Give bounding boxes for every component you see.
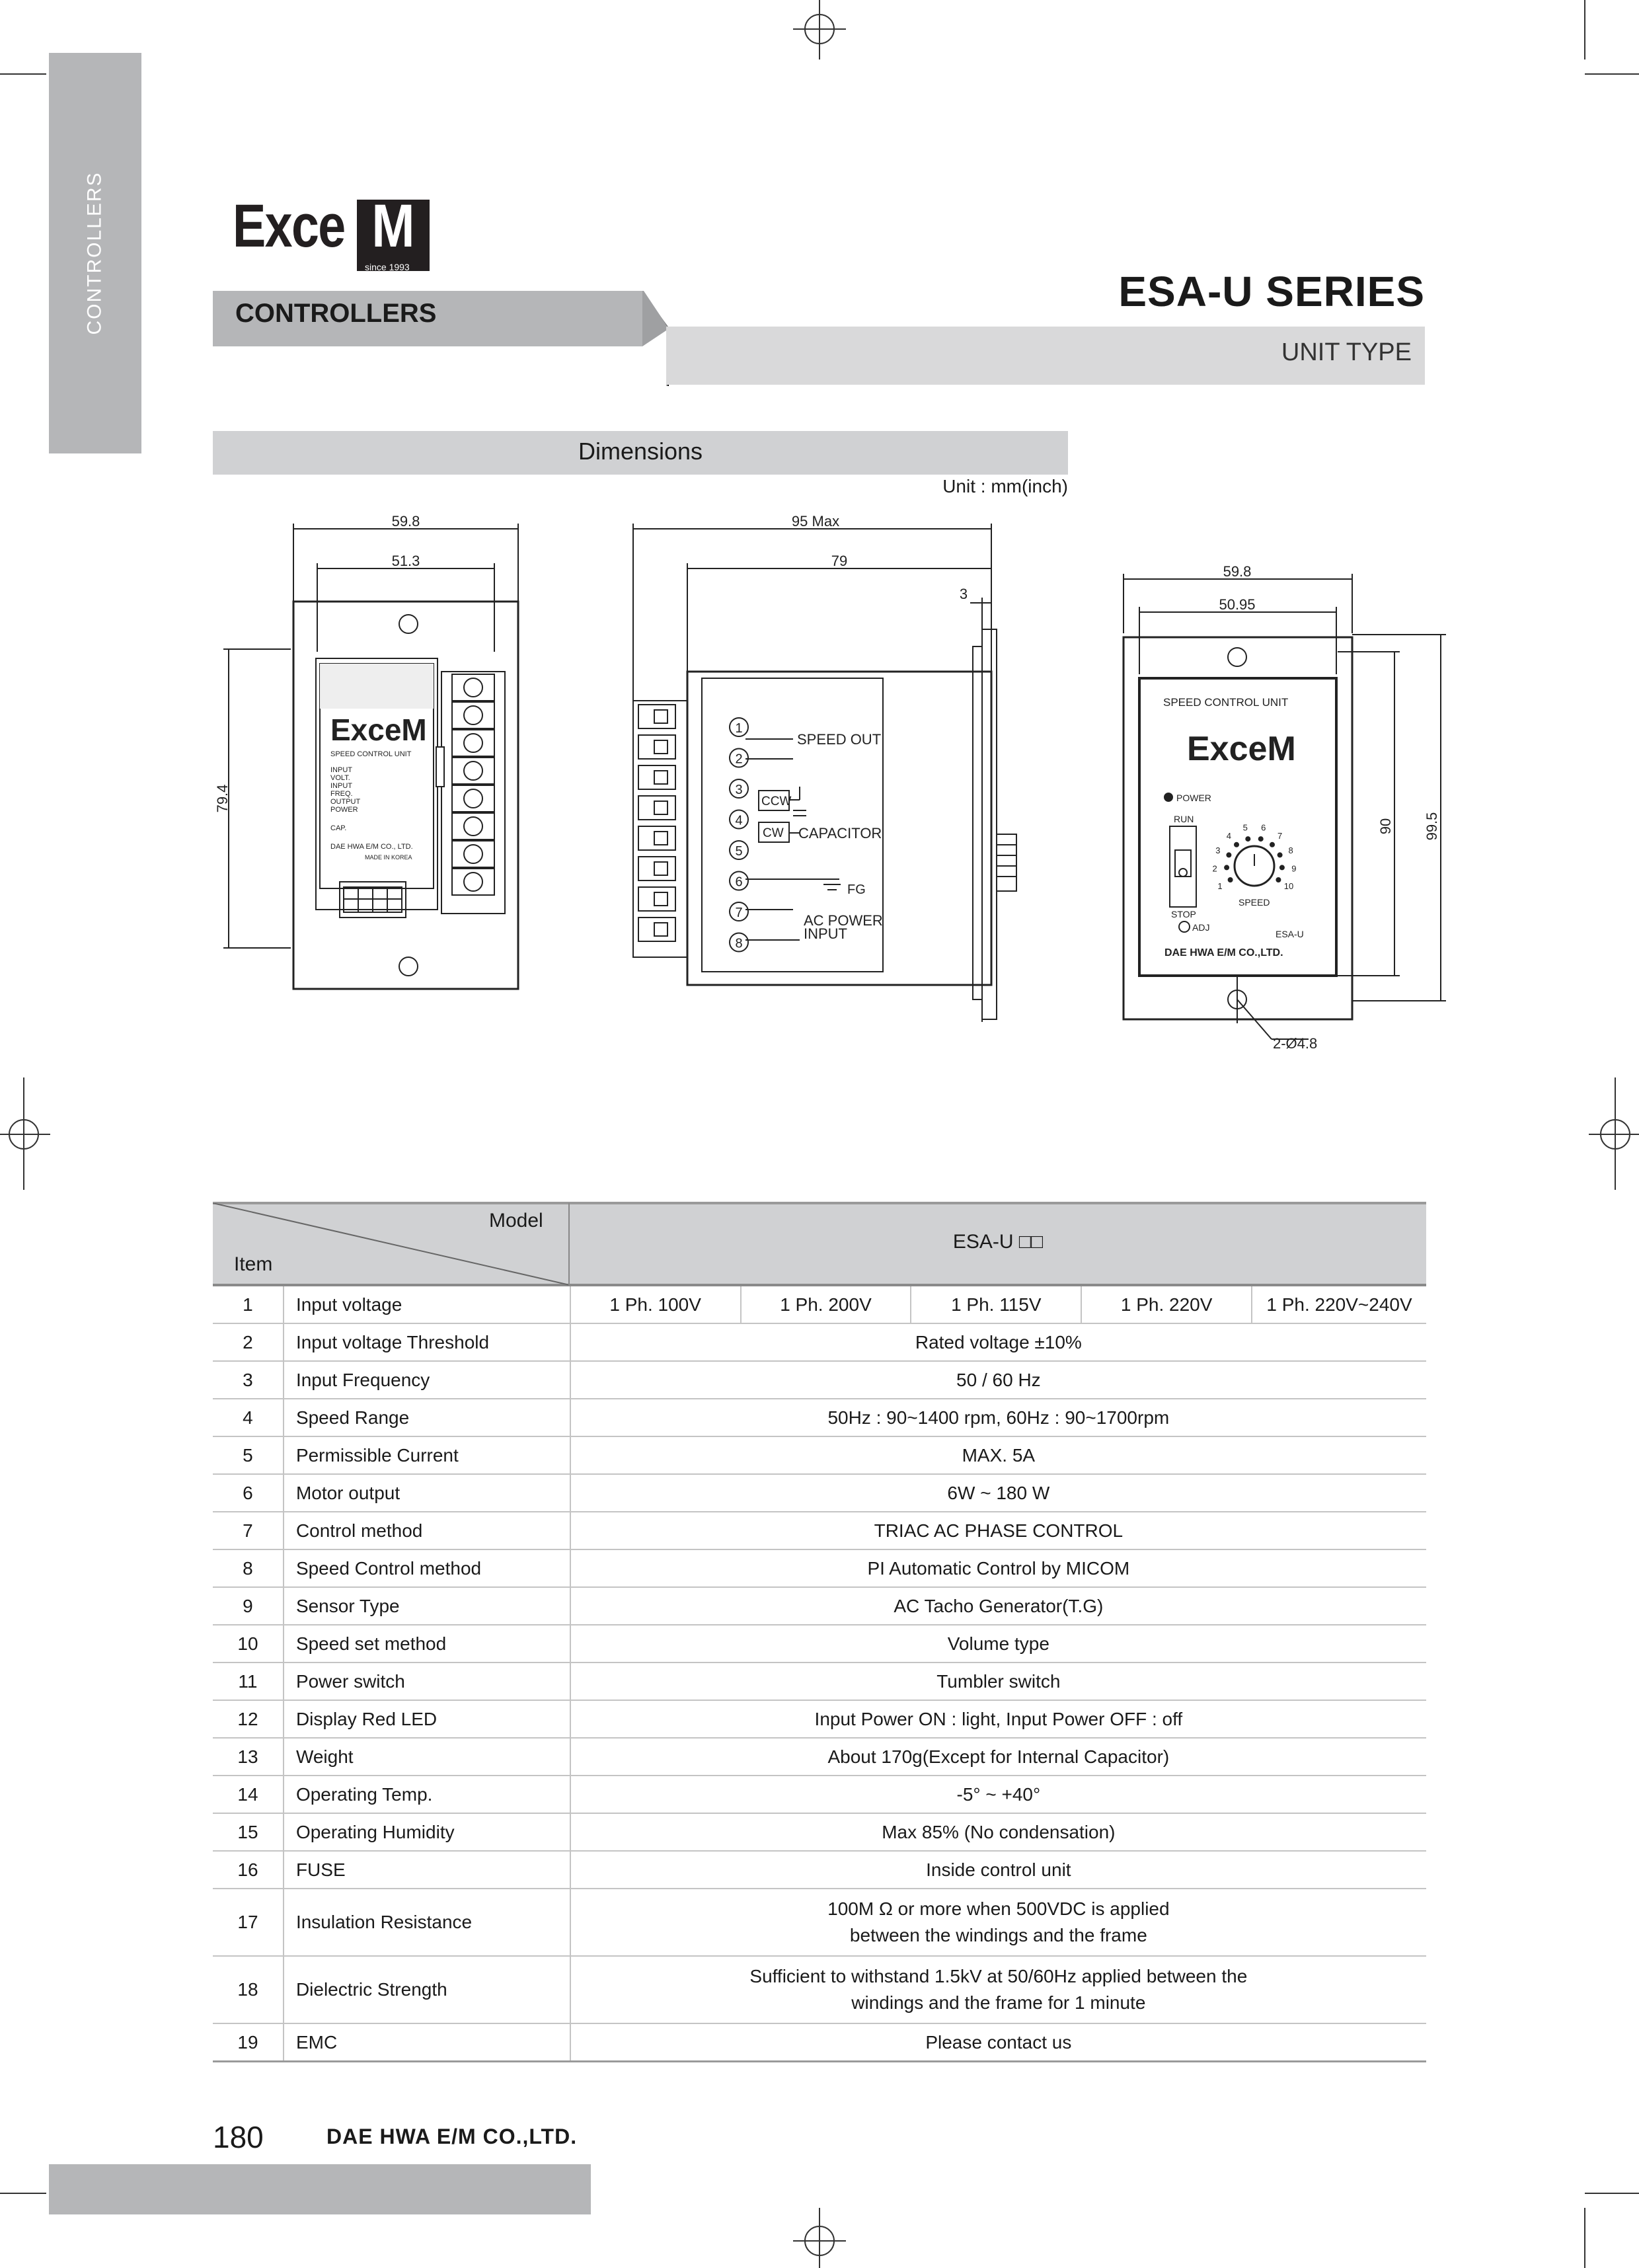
row-value: TRIAC AC PHASE CONTROL (570, 1512, 1426, 1549)
table-row (213, 1700, 1426, 1738)
terminal-number: 2 (735, 752, 743, 767)
panel-adj: ADJ (1192, 922, 1210, 933)
unit-note: Unit : mm(inch) (942, 476, 1068, 496)
front-label-line-6: POWER (330, 806, 358, 814)
side-terminal-screw (654, 771, 667, 784)
header-model: Model (489, 1210, 543, 1232)
brand-logo: Exce (233, 192, 345, 260)
page-number: 180 (213, 2120, 264, 2154)
dial-label: 7 (1277, 831, 1283, 841)
dial-tick (1246, 837, 1250, 841)
table-row (213, 1813, 1426, 1851)
front-label-company: DAE HWA E/M CO., LTD. (330, 843, 413, 851)
dial-label: 2 (1212, 863, 1217, 874)
terminal-number: 4 (735, 813, 743, 828)
table-row (213, 2023, 1426, 2062)
front-height: 79.4 (214, 784, 231, 813)
side-cw: CW (763, 826, 784, 840)
panel-power: POWER (1176, 793, 1211, 803)
row-number: 9 (213, 1587, 284, 1625)
table-row (213, 1474, 1426, 1512)
row-number: 8 (213, 1549, 284, 1587)
row-value: MAX. 5A (570, 1436, 1426, 1474)
front-width-outer: 59.8 (391, 513, 420, 529)
front-label-line-4: FREQ. (330, 790, 353, 798)
dial-tick (1270, 843, 1274, 847)
row-number: 2 (213, 1323, 284, 1361)
dial-label: 3 (1215, 845, 1221, 856)
panel-logo: ExceM (1187, 730, 1296, 768)
side-terminal-screw (654, 862, 667, 875)
row-item: Sensor Type (284, 1587, 570, 1625)
panel-stop: STOP (1171, 909, 1196, 919)
side-max: 95 Max (791, 513, 840, 529)
table-row (213, 1851, 1426, 1889)
row-item: Speed Range (284, 1399, 570, 1436)
side-terminal (638, 918, 675, 941)
side-terminal-screw (654, 832, 667, 845)
row-item: FUSE (284, 1851, 570, 1889)
table-row (213, 1399, 1426, 1436)
row-value: 6W ~ 180 W (570, 1474, 1426, 1512)
side-terminal (638, 887, 675, 911)
side-terminal (638, 796, 675, 820)
table-row (213, 1286, 1426, 1323)
row-item: Dielectric Strength (284, 1956, 570, 2023)
row-number: 14 (213, 1776, 284, 1813)
row-item: Permissible Current (284, 1436, 570, 1474)
terminal-number: 1 (735, 721, 743, 736)
row-item: Motor output (284, 1474, 570, 1512)
dial-label: 5 (1242, 822, 1248, 833)
side-terminal-screw (654, 892, 667, 906)
dial-tick (1227, 853, 1231, 857)
row-number: 17 (213, 1889, 284, 1956)
terminal-number: 7 (735, 906, 743, 920)
row-number: 7 (213, 1512, 284, 1549)
row-item: Display Red LED (284, 1700, 570, 1738)
panel-speed: SPEED (1239, 897, 1270, 908)
terminal-screw (464, 845, 482, 863)
row-value: 50 / 60 Hz (570, 1361, 1426, 1399)
row-item: Input voltage Threshold (284, 1323, 570, 1361)
dial-tick (1278, 853, 1282, 857)
front-label-line-3: INPUT (330, 782, 352, 790)
row-value: Inside control unit (570, 1851, 1426, 1889)
panel-view (1124, 563, 1446, 1052)
side-terminal (638, 705, 675, 728)
terminal-screw (464, 817, 482, 836)
panel-hole: 2-Ø4.8 (1273, 1035, 1318, 1052)
footer-company: DAE HWA E/M CO.,LTD. (326, 2125, 578, 2148)
dial-tick (1276, 878, 1280, 882)
dial-tick (1229, 878, 1233, 882)
row-item: Insulation Resistance (284, 1889, 570, 1956)
row-number: 1 (213, 1286, 284, 1323)
terminal-screw (464, 734, 482, 752)
terminal-screw (464, 873, 482, 891)
dial-tick (1235, 843, 1239, 847)
table-row (213, 1436, 1426, 1474)
panel-company: DAE HWA E/M CO.,LTD. (1164, 947, 1283, 958)
panel-height-outer: 99.5 (1424, 812, 1440, 841)
side-ccw: CCW (761, 795, 792, 808)
front-label-made: MADE IN KOREA (365, 854, 412, 861)
dial-tick (1225, 865, 1229, 869)
row-number: 5 (213, 1436, 284, 1474)
table-row (213, 1625, 1426, 1662)
footer-bar (49, 2164, 591, 2214)
row-number: 10 (213, 1625, 284, 1662)
series-title: ESA-U SERIES (1118, 268, 1425, 315)
front-width-inner: 51.3 (391, 553, 420, 569)
side-terminal-screw (654, 710, 667, 723)
front-label-logo: ExceM (330, 713, 427, 747)
row-value: Tumbler switch (570, 1662, 1426, 1700)
side-terminal (638, 826, 675, 850)
row-value: Rated voltage ±10% (570, 1323, 1426, 1361)
row-number: 13 (213, 1738, 284, 1776)
side-terminal (638, 735, 675, 759)
dimensions-title: Dimensions (578, 438, 703, 465)
row-value-line-1: Sufficient to withstand 1.5kV at 50/60Hz applied between the (749, 1966, 1248, 1986)
row-value: Volume type (570, 1625, 1426, 1662)
panel-model: ESA-U (1276, 929, 1304, 939)
row-item: Control method (284, 1512, 570, 1549)
terminal-screw (464, 762, 482, 780)
row-value: PI Automatic Control by MICOM (570, 1549, 1426, 1587)
row-item: Weight (284, 1738, 570, 1776)
front-label-line-5: OUTPUT (330, 798, 361, 806)
row-number: 3 (213, 1361, 284, 1399)
row-number: 6 (213, 1474, 284, 1512)
voltage-cell: 1 Ph. 115V (911, 1286, 1081, 1323)
side-input: INPUT (804, 925, 847, 942)
row-value-line-1: 100M Ω or more when 500VDC is applied (827, 1898, 1170, 1919)
terminal-number: 8 (735, 936, 743, 951)
table-row (213, 1512, 1426, 1549)
unit-type-label: UNIT TYPE (1281, 338, 1412, 366)
table-row (213, 1587, 1426, 1625)
row-item: Speed set method (284, 1625, 570, 1662)
side-depth: 79 (831, 553, 848, 569)
table-row (213, 1549, 1426, 1587)
voltage-cell: 1 Ph. 200V (741, 1286, 911, 1323)
terminal-number: 5 (735, 844, 743, 859)
row-number: 12 (213, 1700, 284, 1738)
spec-table (213, 1286, 1426, 2062)
row-value: About 170g(Except for Internal Capacitor) (570, 1738, 1426, 1776)
row-value-line-2: windings and the frame for 1 minute (851, 1992, 1146, 2013)
row-value: Please contact us (570, 2023, 1426, 2062)
dial-tick (1280, 865, 1284, 869)
row-value: Input Power ON : light, Input Power OFF : off (570, 1700, 1426, 1738)
row-item: EMC (284, 2023, 570, 2062)
front-label-line-7: CAP. (330, 824, 347, 832)
row-number: 15 (213, 1813, 284, 1851)
section-title: CONTROLLERS (235, 299, 437, 328)
side-flange: 3 (959, 586, 968, 602)
side-terminal-screw (654, 923, 667, 936)
row-item: Speed Control method (284, 1549, 570, 1587)
table-row (213, 1776, 1426, 1813)
row-value (570, 1956, 1426, 2023)
panel-title: SPEED CONTROL UNIT (1163, 696, 1289, 709)
side-fg: FG (847, 882, 866, 897)
row-value: 50Hz : 90~1400 rpm, 60Hz : 90~1700rpm (570, 1399, 1426, 1436)
dial-label: 10 (1283, 881, 1294, 891)
side-speed-out: SPEED OUT (797, 731, 882, 748)
side-tab-label: CONTROLLERS (84, 171, 106, 335)
header-item: Item (234, 1253, 273, 1275)
panel-width-outer: 59.8 (1223, 563, 1252, 580)
row-item: Operating Humidity (284, 1813, 570, 1851)
terminal-screw (464, 706, 482, 724)
row-value: Max 85% (No condensation) (570, 1813, 1426, 1851)
panel-height-inner: 90 (1377, 818, 1394, 835)
dial-label: 9 (1291, 863, 1297, 874)
panel-run: RUN (1174, 814, 1194, 824)
dimension-drawings (198, 502, 1454, 1071)
voltage-cell: 1 Ph. 100V (570, 1286, 741, 1323)
row-number: 16 (213, 1851, 284, 1889)
front-view (214, 513, 518, 989)
dial-label: 8 (1288, 845, 1293, 856)
row-number: 4 (213, 1399, 284, 1436)
row-item: Power switch (284, 1662, 570, 1700)
terminal-number: 3 (735, 783, 743, 797)
panel-width-inner: 50.95 (1219, 596, 1256, 613)
side-terminal-screw (654, 740, 667, 754)
row-number: 11 (213, 1662, 284, 1700)
table-row (213, 1662, 1426, 1700)
row-value: AC Tacho Generator(T.G) (570, 1587, 1426, 1625)
side-view (633, 513, 1016, 1022)
row-item: Input Frequency (284, 1361, 570, 1399)
dial-tick (1259, 837, 1263, 841)
row-item: Input voltage (284, 1286, 570, 1323)
terminal-number: 6 (735, 875, 743, 890)
side-ac-power: AC POWER (804, 912, 883, 929)
terminal-screw (464, 789, 482, 808)
row-value: -5° ~ +40° (570, 1776, 1426, 1813)
front-label-title: SPEED CONTROL UNIT (330, 750, 412, 758)
brand-logo-since: since 1993 (365, 262, 410, 272)
side-terminal (638, 857, 675, 880)
row-number: 18 (213, 1956, 284, 2023)
table-row (213, 1738, 1426, 1776)
table-row (213, 1323, 1426, 1361)
side-terminal (638, 765, 675, 789)
table-row (213, 1361, 1426, 1399)
dial-label: 6 (1261, 822, 1266, 833)
row-value-line-2: between the windings and the frame (849, 1925, 1147, 1945)
dial-label: 1 (1217, 881, 1223, 891)
front-label-line-2: VOLT. (330, 774, 350, 782)
row-number: 19 (213, 2023, 284, 2062)
brand-logo-m: M (371, 192, 415, 260)
header-esa: ESA-U □□ (952, 1231, 1044, 1253)
side-terminal-screw (654, 801, 667, 814)
terminal-screw (464, 678, 482, 697)
voltage-cell: 1 Ph. 220V (1081, 1286, 1252, 1323)
dial-label: 4 (1226, 831, 1232, 841)
side-capacitor: CAPACITOR (798, 825, 882, 841)
voltage-cell: 1 Ph. 220V~240V (1252, 1286, 1426, 1323)
table-row (213, 1956, 1426, 2023)
front-label-line-1: INPUT (330, 766, 352, 774)
row-value (570, 1889, 1426, 1956)
row-item: Operating Temp. (284, 1776, 570, 1813)
table-row (213, 1889, 1426, 1956)
